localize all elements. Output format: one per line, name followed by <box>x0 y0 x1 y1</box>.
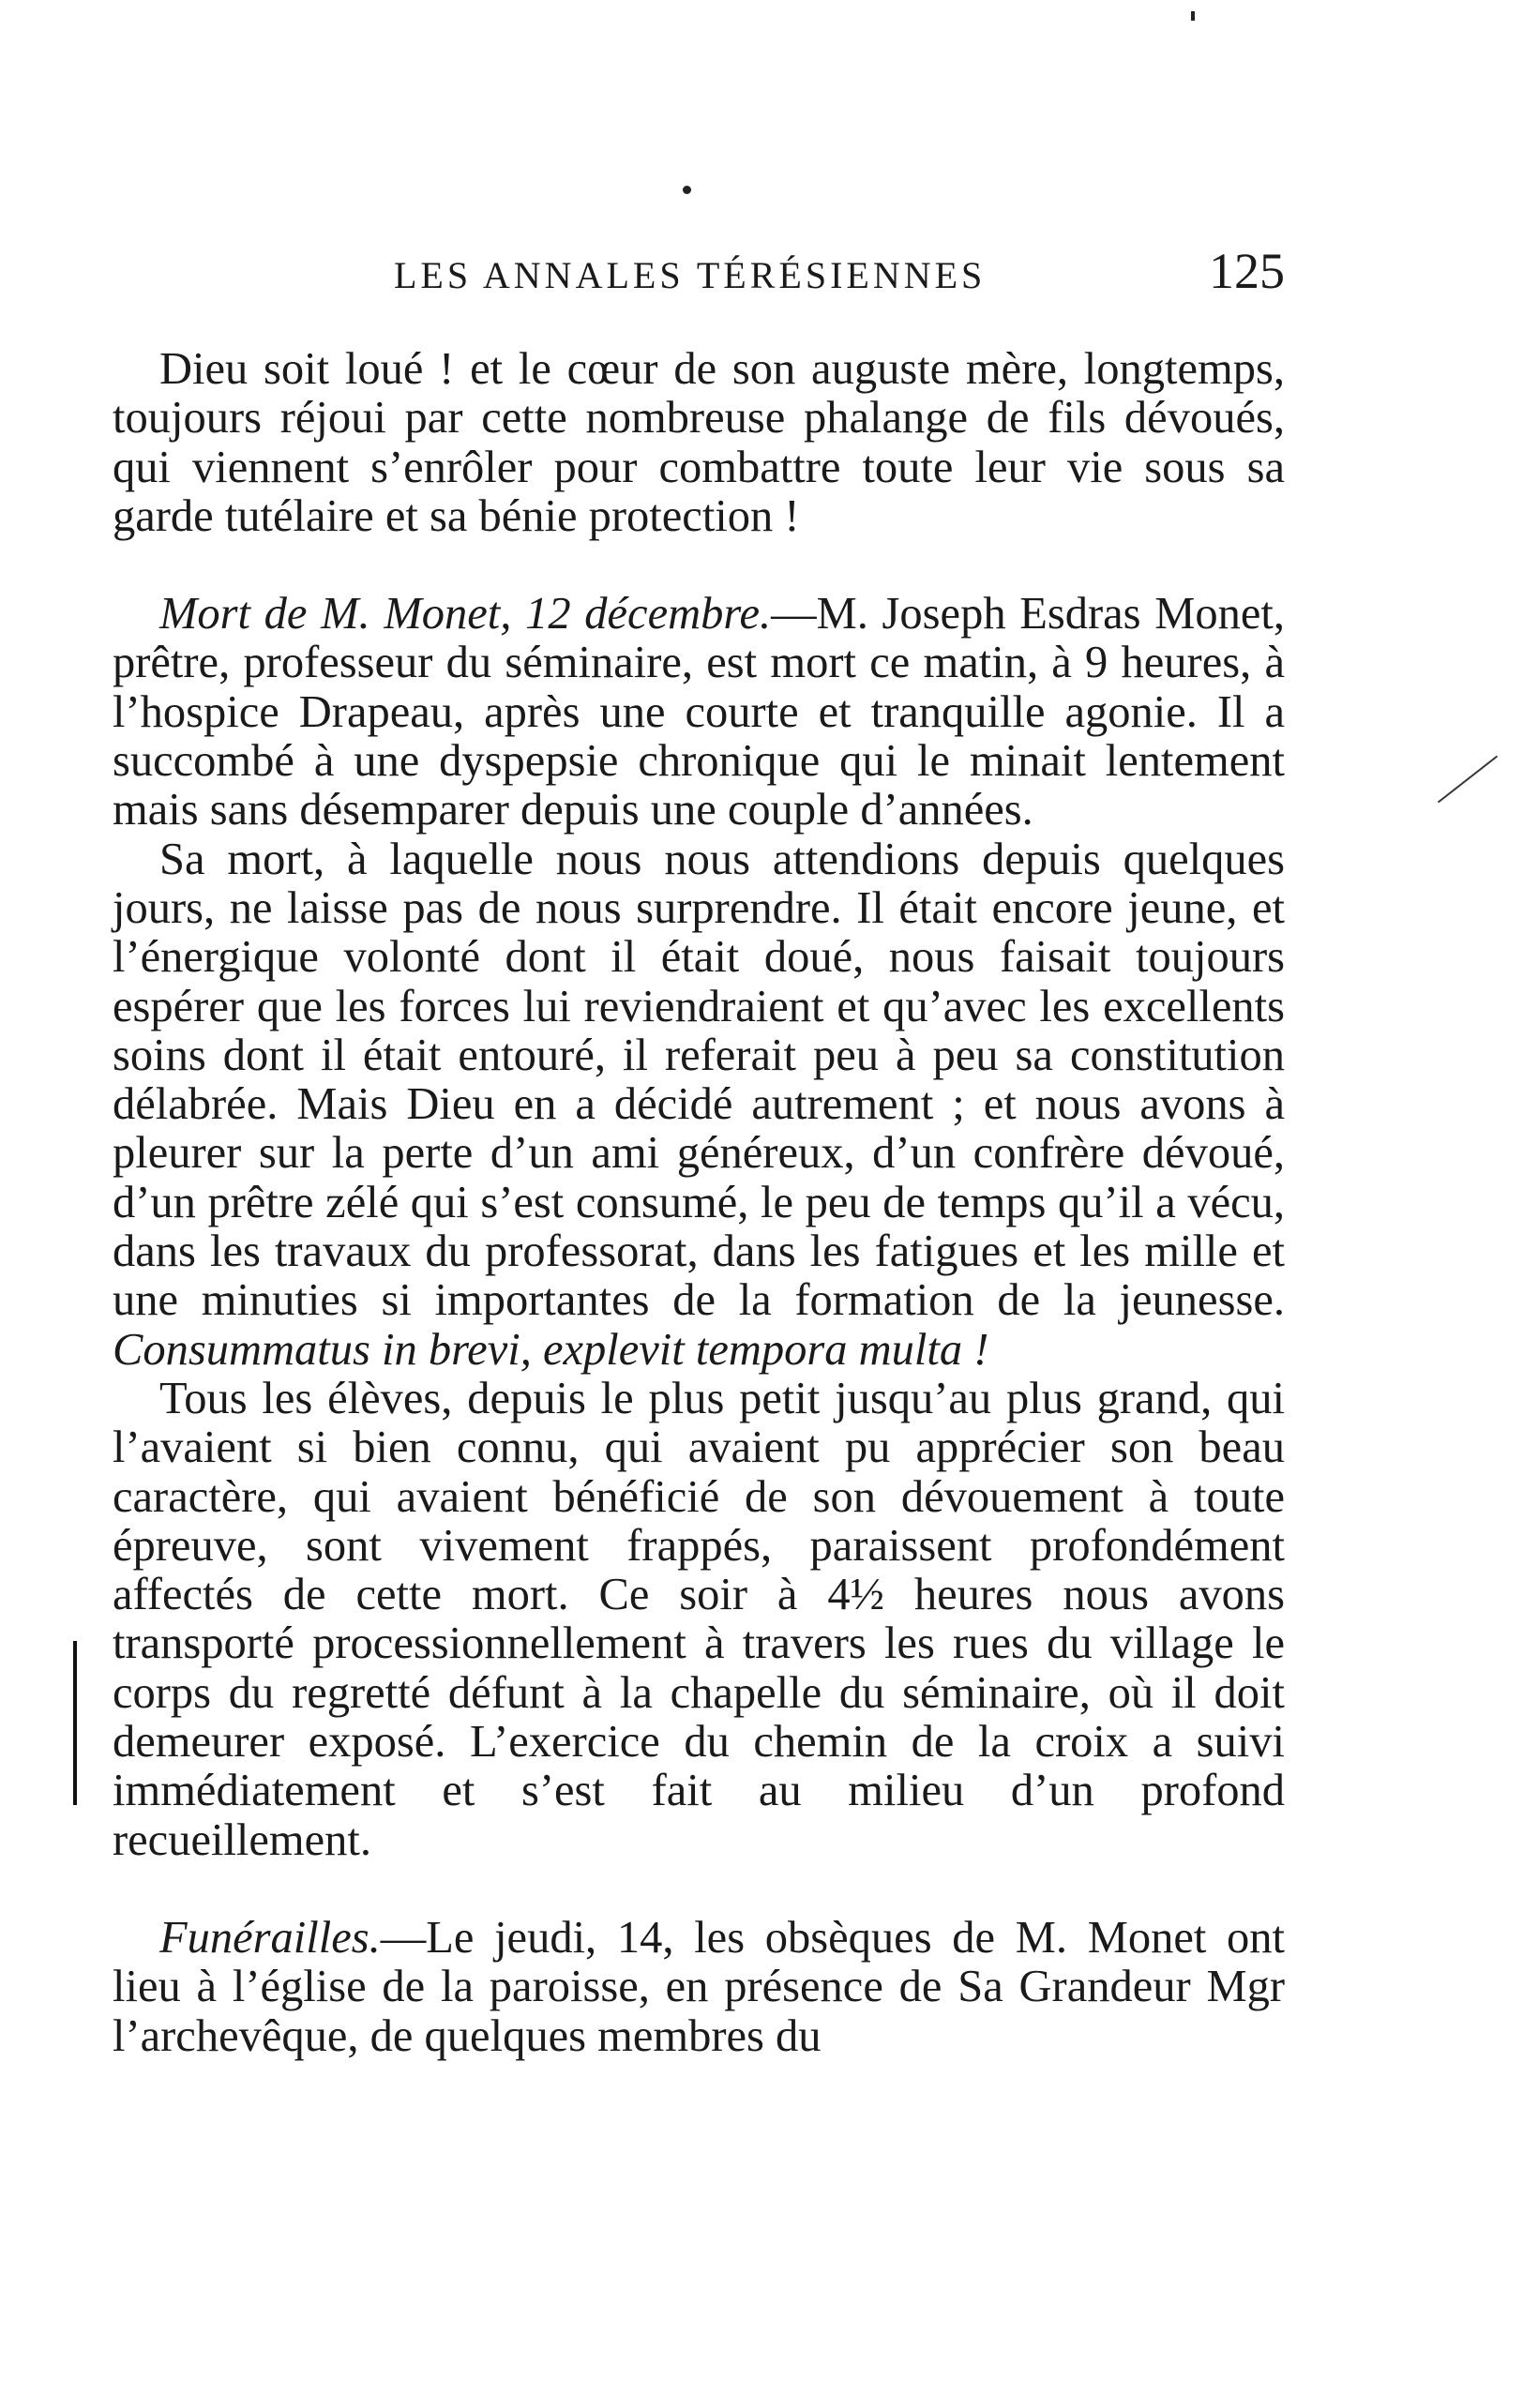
paragraph-students: Tous les élèves, depuis le plus petit jusqu’au plus grand, qui l’avaient si bien connu, qui avaient pu apprécier son beau caractère, qui avaient bénéficié de son dévouement à toute épreuve, sont vivement frappés, paraissent profondément affectés de cette mort. Ce soir à 4½ heures nous avons transporté processionnellement à travers les rues du village le corps du regretté défunt à la chapelle du séminaire, où il doit demeurer exposé. L’exercice du chemin de la croix a suivi immédiatement et s’est fait au milieu d’un profond recueillement. <box>113 1373 1285 1865</box>
margin-mark <box>1438 756 1498 804</box>
running-title: LES ANNALES TÉRÉSIENNES <box>394 254 987 296</box>
section-heading-death: Mort de M. Monet <box>159 589 501 640</box>
print-speck <box>1191 11 1195 21</box>
paragraph-tribute <box>113 835 1285 1375</box>
funeral-text: —Le jeudi, 14, les obsèques de M. Monet ont lieu à l’église de la paroisse, en présence de Sa Grandeur Mgr l’archevêque, de quelques membres du <box>113 1912 1285 2061</box>
section-date: 12 décembre. <box>525 589 772 640</box>
section-heading-funeral: Funérailles. <box>159 1912 381 1963</box>
margin-rule <box>73 1641 77 1805</box>
print-speck <box>683 186 691 194</box>
tribute-text: Sa mort, à laquelle nous nous attendions depuis quelques jours, ne laisse pas de nous surprendre. Il était encore jeune, et l’énergique volonté dont il était doué, nous faisait toujours espérer que les forces lui reviendraient et qu’avec les excellents soins dont il était entouré, il referait peu à peu sa constitution délabrée. Mais Dieu en a décidé autrement ; et nous avons à pleurer sur la perte d’un ami généreux, d’un confrère dévoué, d’un prêtre zélé qui s’est consumé, le peu de temps qu’il a vécu, dans les travaux du professorat, dans les fatigues et les mille et une minuties si importantes de la formation de la jeunesse. <box>113 834 1285 1326</box>
latin-quote: Consummatus in brevi, explevit tempora multa ! <box>113 1324 989 1375</box>
paragraph-death-notice: Mort de M. Monet, 12 décembre.—M. Joseph Esdras Monet, prêtre, professeur du séminaire, est mort ce matin, à 9 heures, à l’hospice Drapeau, après une courte et tranquille agonie. Il a succombé à une dyspepsie chronique qui le minait lentement mais sans désemparer depuis une couple d’années. <box>113 589 1285 835</box>
paragraph-funeral <box>113 1914 1285 2061</box>
paragraph-opening: Dieu soit loué ! et le cœur de son auguste mère, longtemps, toujours réjoui par cette nombreuse phalange de fils dévoués, qui viennent s’enrôler pour combattre toute leur vie sous sa garde tutélaire et sa bénie protection ! <box>113 344 1285 541</box>
page-body <box>113 345 1285 2061</box>
death-notice-text: —M. Joseph Esdras Monet, prêtre, professeur du séminaire, est mort ce matin, à 9 heures, à l’hospice Drapeau, après une courte et tranquille agonie. Il a succombé à une dyspepsie chronique qui le minait lentement mais sans désemparer depuis une couple d’années. <box>113 589 1285 835</box>
running-head <box>113 242 1285 308</box>
page-number: 125 <box>1209 243 1285 299</box>
